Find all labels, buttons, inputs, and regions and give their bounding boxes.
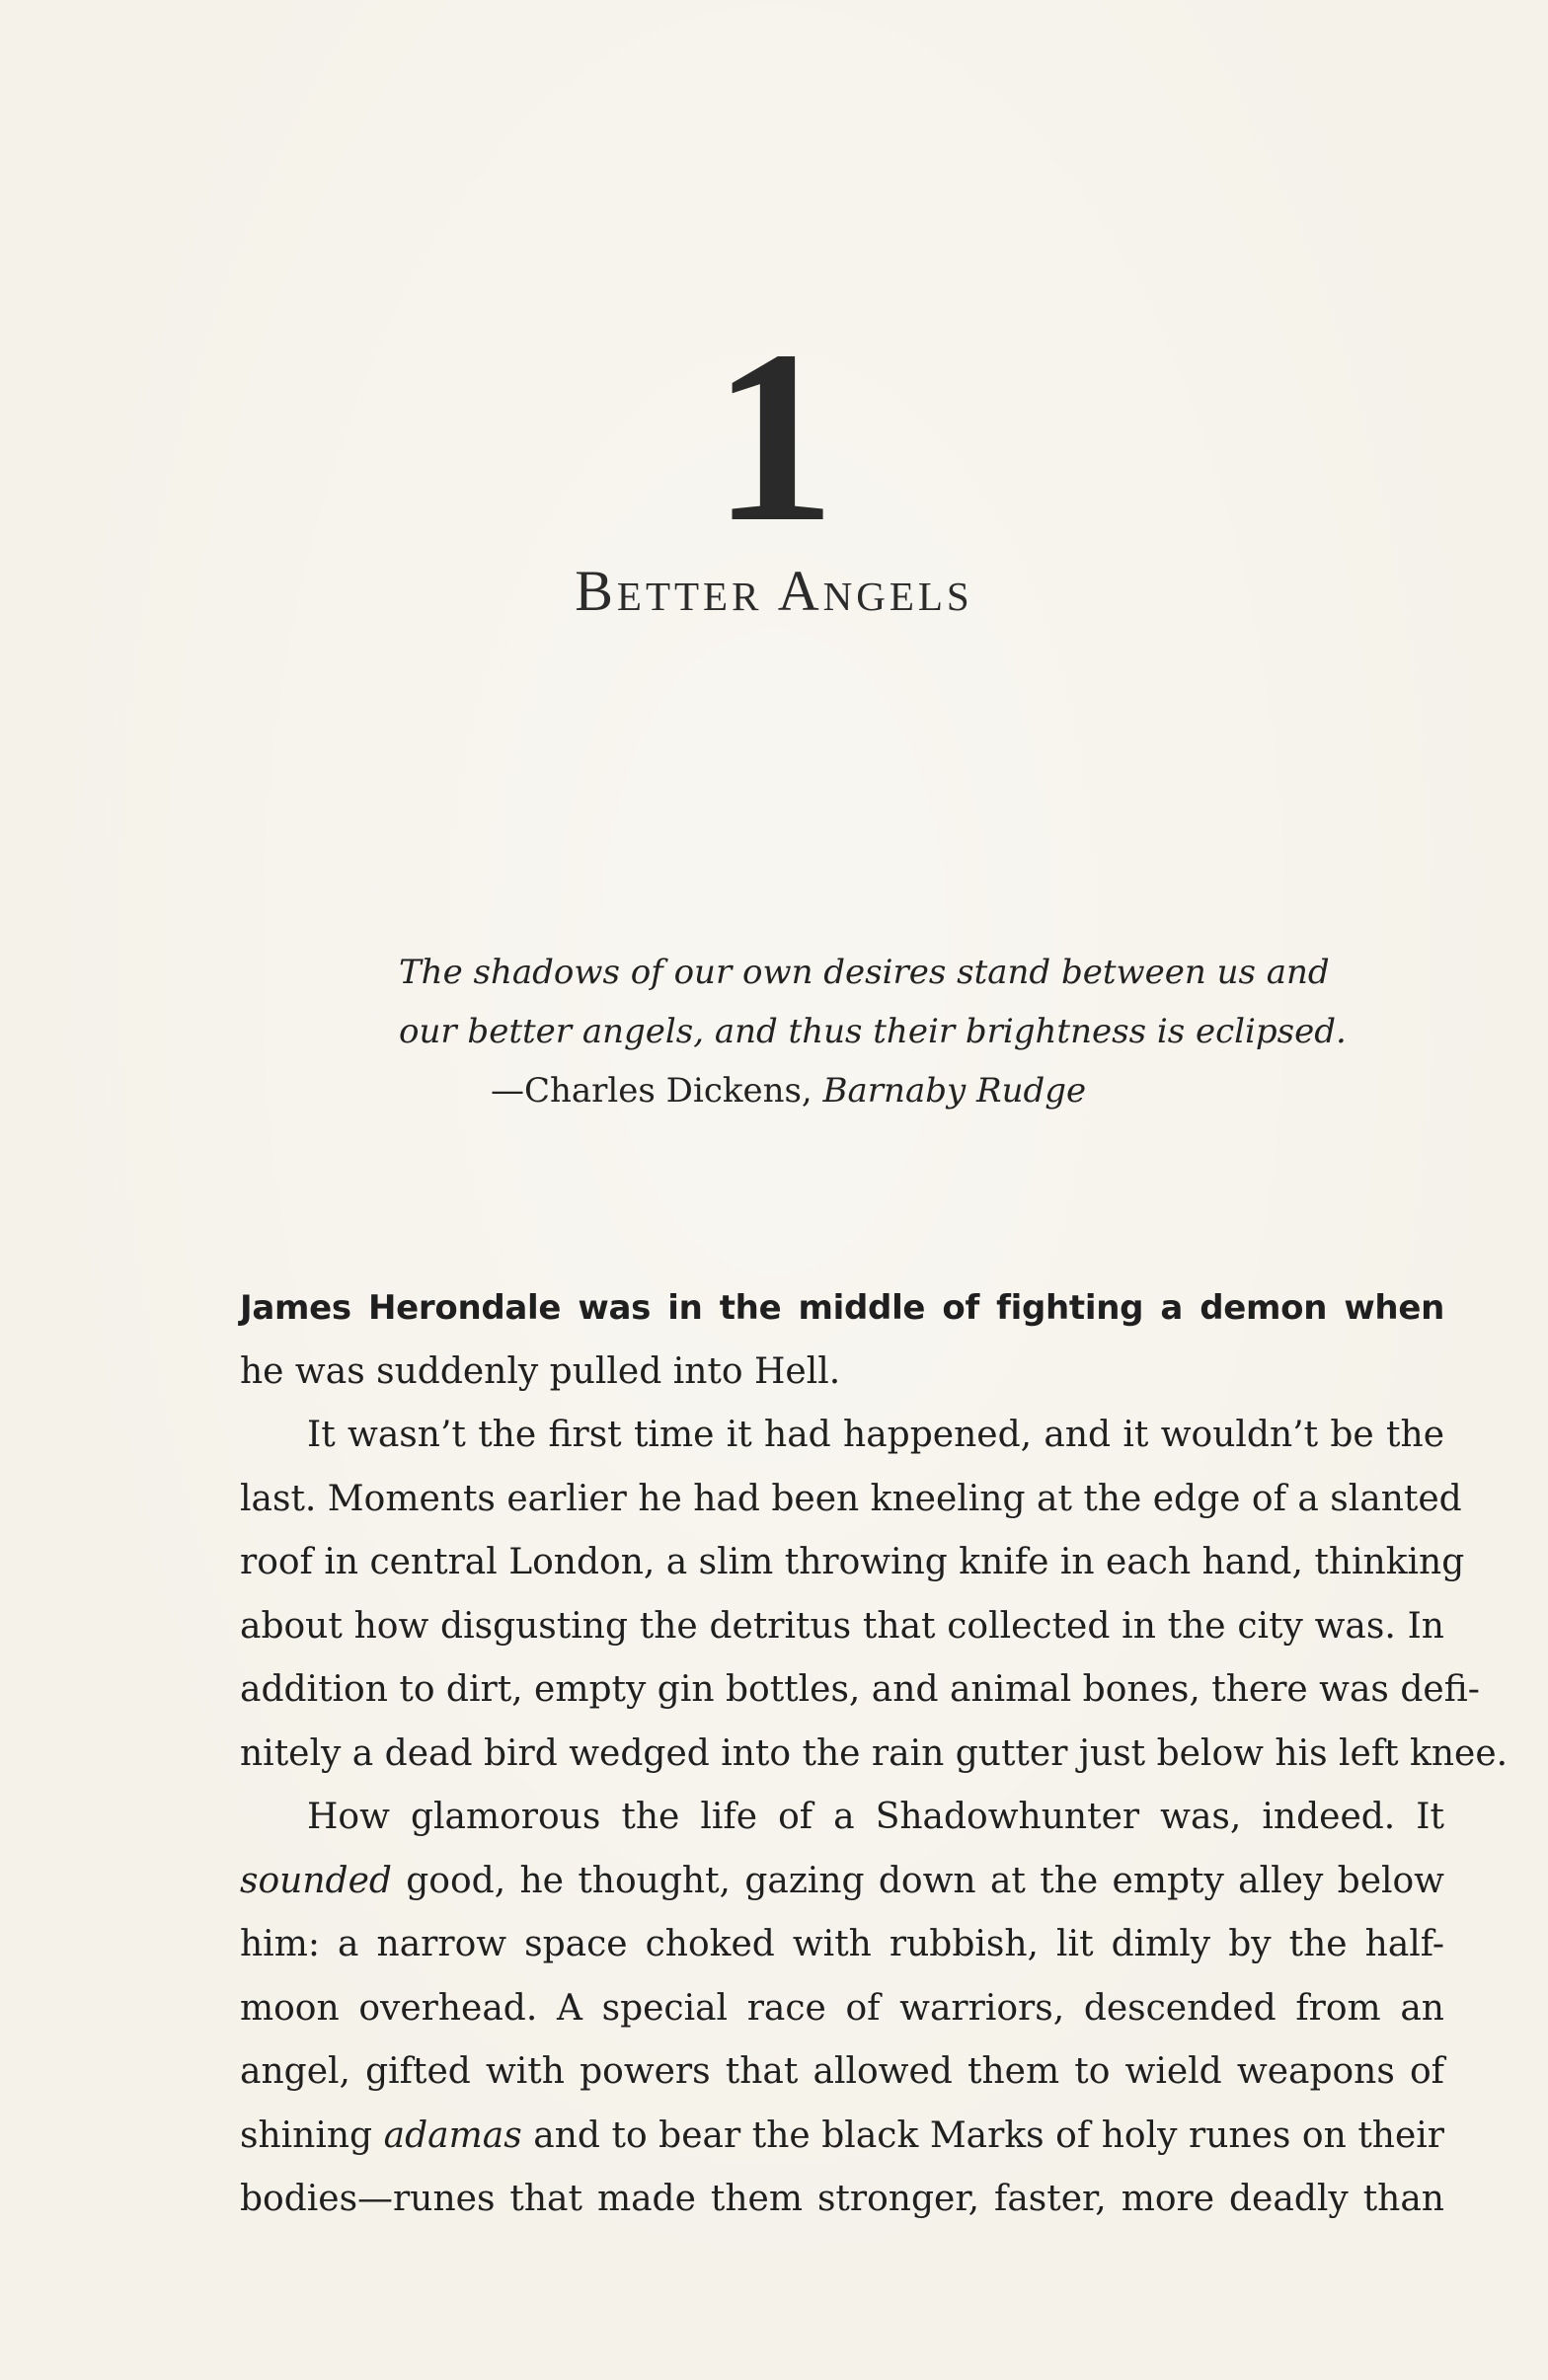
emphasis: sounded xyxy=(240,1860,392,1901)
text-line: How glamorous the life of a Shadowhunter was, indeed. It xyxy=(307,1797,1444,1837)
epigraph-line: The shadows of our own desires stand between us and xyxy=(399,953,1330,992)
chapter-title: Better Angels xyxy=(575,559,973,623)
text-line: about how disgusting the detritus that collected in the city was. In xyxy=(240,1605,1444,1647)
text-fragment: and to bear the black Marks of holy runes on their xyxy=(521,2114,1444,2156)
text-line: last. Moments earlier he had been kneeling at the edge of a slanted xyxy=(240,1478,1462,1519)
text-line xyxy=(240,1276,1444,1341)
text-line: bodies—runes that made them stronger, faster, more deadly than xyxy=(240,2179,1444,2219)
text-line: addition to dirt, empty gin bottles, and animal bones, there was defi- xyxy=(240,1669,1480,1710)
text-line: angel, gifted with powers that allowed them to wield weapons of xyxy=(240,2051,1444,2092)
text-line: he was suddenly pulled into Hell. xyxy=(240,1350,841,1392)
epigraph-attribution xyxy=(399,1061,1287,1120)
text-line: It wasn’t the first time it had happened, and it wouldn’t be the xyxy=(307,1415,1444,1455)
text-line: moon overhead. A special race of warriors, descended from an xyxy=(240,1987,1444,2029)
chapter-number: 1 xyxy=(712,300,836,574)
epigraph-author: —Charles Dickens, xyxy=(491,1071,823,1111)
body-text xyxy=(240,1276,1509,2232)
epigraph-line: our better angels, and thus their brightness is eclipsed. xyxy=(399,1012,1347,1051)
text-fragment: shining xyxy=(240,2114,384,2156)
text-line: roof in central London, a slim throwing knife in each hand, thinking xyxy=(240,1542,1465,1582)
lead-in: James Herondale was in the middle of fighting a demon when xyxy=(240,1288,1444,1328)
text-line xyxy=(240,2105,1444,2169)
emphasis: adamas xyxy=(383,2114,522,2156)
epigraph xyxy=(399,943,1347,1120)
epigraph-work: Barnaby Rudge xyxy=(822,1071,1087,1111)
text-line: nitely a dead bird wedged into the rain gutter just below his left knee. xyxy=(240,1732,1509,1774)
text-line xyxy=(240,1850,1444,1914)
text-line: him: a narrow space choked with rubbish, lit dimly by the half- xyxy=(240,1924,1444,1964)
text-fragment: good, he thought, gazing down at the empty alley below xyxy=(391,1860,1444,1901)
